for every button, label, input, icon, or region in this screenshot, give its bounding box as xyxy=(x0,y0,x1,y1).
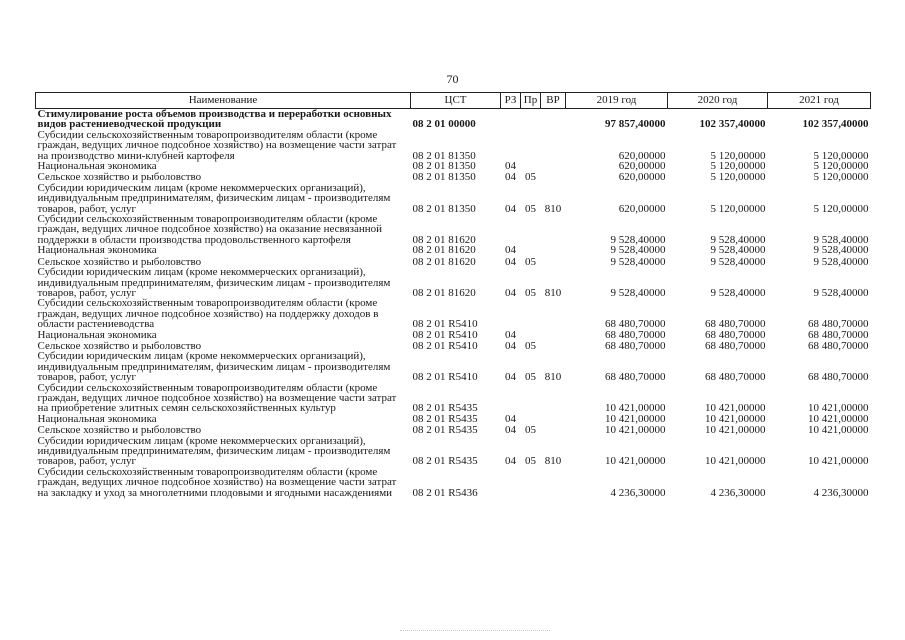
cell-pr: 05 xyxy=(525,339,536,352)
cell-2021: 68 480,70000 xyxy=(808,371,869,384)
cell-2021: 9 528,40000 xyxy=(813,255,869,268)
cell-2019: 10 421,00000 xyxy=(605,424,666,437)
cell-vr xyxy=(541,424,566,435)
cell-rz: 04 xyxy=(505,455,516,468)
cell-2020: 68 480,70000 xyxy=(705,371,766,384)
cell-2021: 68 480,70000 xyxy=(808,328,869,341)
cell-2019: 10 421,00000 xyxy=(605,455,666,468)
cell-vr xyxy=(541,330,566,340)
cell-cst: 08 2 01 81620 xyxy=(412,233,476,246)
cell-cst: 08 2 01 R5435 xyxy=(412,455,478,468)
table-row xyxy=(36,424,871,435)
cell-2019: 10 421,00000 xyxy=(605,402,666,415)
cell-pr: 05 xyxy=(525,171,536,184)
cell-2020: 68 480,70000 xyxy=(705,339,766,352)
cell-pr xyxy=(521,467,541,498)
header-2021: 2021 год xyxy=(768,93,871,109)
cell-vr: 810 xyxy=(544,286,562,299)
cell-cst: 08 2 01 R5435 xyxy=(412,424,478,437)
scan-noise xyxy=(400,630,550,633)
cell-name: Сельское хозяйство и рыболовство xyxy=(37,171,202,184)
cell-2019: 9 528,40000 xyxy=(610,244,666,257)
cell-2021: 10 421,00000 xyxy=(808,402,869,415)
cell-cst: 08 2 01 81620 xyxy=(412,244,476,257)
table-row xyxy=(36,109,871,130)
cell-name: Субсидии сельскохозяйственным товаропроизводителям области (кроме граждан, ведущих личное подсобное хозяйство) на возмещение части затрат на закладку и уход за многолетними плодовыми и ягодными насаждениями xyxy=(37,465,397,499)
cell-2020: 9 528,40000 xyxy=(710,233,766,246)
cell-cst: 08 2 01 00000 xyxy=(412,118,476,131)
cell-2020: 5 120,00000 xyxy=(710,149,766,162)
cell-cst: 08 2 01 81620 xyxy=(412,255,476,268)
cell-pr: 05 xyxy=(525,455,536,468)
cell-2019: 620,00000 xyxy=(618,149,666,162)
table-row xyxy=(36,414,871,424)
cell-name: Сельское хозяйство и рыболовство xyxy=(37,255,202,268)
cell-cst: 08 2 01 81350 xyxy=(412,171,476,184)
cell-rz xyxy=(501,298,521,329)
cell-2020: 10 421,00000 xyxy=(705,402,766,415)
cell-2019: 620,00000 xyxy=(618,160,666,173)
table-header-row xyxy=(36,93,871,109)
cell-2020: 68 480,70000 xyxy=(705,328,766,341)
table-row xyxy=(36,245,871,255)
cell-rz xyxy=(501,214,521,245)
table-row xyxy=(36,330,871,340)
cell-2019: 4 236,30000 xyxy=(610,486,666,499)
cell-rz xyxy=(501,467,521,498)
cell-2019: 68 480,70000 xyxy=(605,318,666,331)
cell-rz xyxy=(501,130,521,161)
cell-vr xyxy=(541,214,566,245)
budget-table xyxy=(35,92,871,498)
table-row xyxy=(36,214,871,245)
table-row xyxy=(36,436,871,467)
cell-2021: 10 421,00000 xyxy=(808,424,869,437)
header-2020: 2020 год xyxy=(668,93,768,109)
cell-vr: 810 xyxy=(544,455,562,468)
cell-vr xyxy=(541,414,566,424)
cell-2021: 5 120,00000 xyxy=(813,160,869,173)
cell-name: Сельское хозяйство и рыболовство xyxy=(37,339,202,352)
cell-rz xyxy=(501,109,521,130)
cell-2021: 10 421,00000 xyxy=(808,412,869,425)
header-pr: Пр xyxy=(521,93,541,109)
cell-2019: 9 528,40000 xyxy=(610,286,666,299)
cell-2021: 68 480,70000 xyxy=(808,318,869,331)
cell-name: Субсидии сельскохозяйственным товаропроизводителям области (кроме граждан, ведущих личное подсобное хозяйство) на возмещение части затрат на производство мини-клубней картофеля xyxy=(37,128,397,162)
cell-cst: 08 2 01 81620 xyxy=(412,286,476,299)
cell-name: Субсидии сельскохозяйственным товаропроизводителям области (кроме граждан, ведущих личное подсобное хозяйство) на возмещение части затрат на приобретение элитных семян сельскохозяйственных культур xyxy=(37,381,397,415)
cell-name: Национальная экономика xyxy=(37,160,157,173)
cell-name: Национальная экономика xyxy=(37,244,157,257)
cell-vr xyxy=(541,161,566,171)
cell-cst: 08 2 01 81350 xyxy=(412,202,476,215)
cell-cst: 08 2 01 R5436 xyxy=(412,486,478,499)
cell-2020: 5 120,00000 xyxy=(710,202,766,215)
cell-rz: 04 xyxy=(505,328,516,341)
cell-pr: 05 xyxy=(525,255,536,268)
cell-cst: 08 2 01 R5435 xyxy=(412,412,478,425)
cell-2021: 9 528,40000 xyxy=(813,244,869,257)
cell-vr xyxy=(541,383,566,414)
header-cst: ЦСТ xyxy=(411,93,501,109)
cell-2021: 5 120,00000 xyxy=(813,149,869,162)
cell-vr xyxy=(541,130,566,161)
cell-rz xyxy=(501,383,521,414)
cell-rz: 04 xyxy=(505,371,516,384)
cell-2019: 68 480,70000 xyxy=(605,371,666,384)
cell-vr xyxy=(541,171,566,182)
cell-cst: 08 2 01 R5410 xyxy=(412,339,478,352)
cell-name: Субсидии юридическим лицам (кроме некоммерческих организаций), индивидуальным предпринимателям, физическим лицам - производителям товаров, работ, услуг xyxy=(37,350,391,384)
cell-rz: 04 xyxy=(505,160,516,173)
header-vr: ВР xyxy=(541,93,566,109)
cell-cst: 08 2 01 R5410 xyxy=(412,371,478,384)
cell-vr xyxy=(541,467,566,498)
cell-name: Субсидии юридическим лицам (кроме некоммерческих организаций), индивидуальным предпринимателям, физическим лицам - производителям товаров, работ, услуг xyxy=(37,434,391,468)
cell-2020: 4 236,30000 xyxy=(710,486,766,499)
cell-vr xyxy=(541,109,566,130)
header-name: Наименование xyxy=(36,93,411,109)
table-row xyxy=(36,351,871,382)
table-row xyxy=(36,467,871,498)
cell-2019: 68 480,70000 xyxy=(605,328,666,341)
cell-pr: 05 xyxy=(525,424,536,437)
cell-2020: 5 120,00000 xyxy=(710,171,766,184)
cell-vr xyxy=(541,298,566,329)
cell-cst: 08 2 01 81350 xyxy=(412,160,476,173)
cell-2020: 68 480,70000 xyxy=(705,318,766,331)
cell-2021: 5 120,00000 xyxy=(813,171,869,184)
header-rz: РЗ xyxy=(501,93,521,109)
cell-pr xyxy=(521,214,541,245)
cell-cst: 08 2 01 R5410 xyxy=(412,328,478,341)
cell-2019: 620,00000 xyxy=(618,202,666,215)
cell-name: Субсидии юридическим лицам (кроме некоммерческих организаций), индивидуальным предпринимателям, физическим лицам - производителям товаров, работ, услуг xyxy=(37,266,391,299)
cell-2019: 10 421,00000 xyxy=(605,412,666,425)
cell-rz: 04 xyxy=(505,412,516,425)
cell-2019: 68 480,70000 xyxy=(605,339,666,352)
cell-pr: 05 xyxy=(525,286,536,299)
cell-vr xyxy=(541,340,566,351)
page-number: 70 xyxy=(446,72,459,86)
table-row xyxy=(36,161,871,171)
cell-rz: 04 xyxy=(505,286,516,299)
cell-name: Национальная экономика xyxy=(37,412,157,425)
cell-name: Субсидии юридическим лицам (кроме некоммерческих организаций), индивидуальным предпринимателям, физическим лицам - производителям товаров, работ, услуг xyxy=(37,181,391,215)
cell-pr xyxy=(521,161,541,171)
cell-pr: 05 xyxy=(525,202,536,215)
cell-rz: 04 xyxy=(505,339,516,352)
table-row xyxy=(36,298,871,329)
cell-pr xyxy=(521,130,541,161)
cell-pr xyxy=(521,414,541,424)
cell-vr: 810 xyxy=(544,371,562,384)
cell-2019: 9 528,40000 xyxy=(610,255,666,268)
cell-2019: 9 528,40000 xyxy=(610,233,666,246)
cell-2019: 620,00000 xyxy=(618,171,666,184)
cell-vr xyxy=(541,245,566,255)
cell-rz: 04 xyxy=(505,424,516,437)
table-row xyxy=(36,130,871,161)
cell-2021: 68 480,70000 xyxy=(808,339,869,352)
cell-name: Субсидии сельскохозяйственным товаропроизводителям области (кроме граждан, ведущих личное подсобное хозяйство) на оказание несвязанной поддержки в области производства продовольственного картофеля xyxy=(37,213,383,246)
cell-2020: 10 421,00000 xyxy=(705,424,766,437)
cell-name: Субсидии сельскохозяйственным товаропроизводителям области (кроме граждан, ведущих личное подсобное хозяйство) на поддержку доходов в области растениеводства xyxy=(37,297,379,331)
cell-rz: 04 xyxy=(505,202,516,215)
cell-2020: 9 528,40000 xyxy=(710,255,766,268)
cell-name: Национальная экономика xyxy=(37,328,157,341)
cell-2020: 10 421,00000 xyxy=(705,412,766,425)
cell-pr xyxy=(521,298,541,329)
cell-pr: 05 xyxy=(525,371,536,384)
cell-name: Сельское хозяйство и рыболовство xyxy=(37,424,202,437)
cell-2021: 102 357,40000 xyxy=(802,118,869,131)
cell-2021: 5 120,00000 xyxy=(813,202,869,215)
cell-2020: 5 120,00000 xyxy=(710,160,766,173)
cell-2019: 97 857,40000 xyxy=(605,118,666,131)
table-body xyxy=(36,109,871,499)
cell-2021: 10 421,00000 xyxy=(808,455,869,468)
cell-pr xyxy=(521,330,541,340)
cell-vr: 810 xyxy=(544,202,562,215)
cell-cst: 08 2 01 R5410 xyxy=(412,318,478,331)
cell-rz: 04 xyxy=(505,171,516,184)
cell-name: Стимулирование роста объемов производства и переработки основных видов растениеводческой продукции xyxy=(37,108,392,131)
table-row xyxy=(36,183,871,214)
cell-vr xyxy=(541,256,566,267)
cell-2020: 10 421,00000 xyxy=(705,455,766,468)
cell-2020: 9 528,40000 xyxy=(710,286,766,299)
cell-cst: 08 2 01 81350 xyxy=(412,149,476,162)
cell-rz: 04 xyxy=(505,255,516,268)
cell-2021: 9 528,40000 xyxy=(813,233,869,246)
table-row xyxy=(36,267,871,298)
cell-pr xyxy=(521,245,541,255)
cell-2021: 9 528,40000 xyxy=(813,286,869,299)
header-2019: 2019 год xyxy=(566,93,668,109)
cell-pr xyxy=(521,383,541,414)
cell-rz: 04 xyxy=(505,244,516,257)
table-row xyxy=(36,383,871,414)
cell-2020: 9 528,40000 xyxy=(710,244,766,257)
cell-pr xyxy=(521,109,541,130)
cell-cst: 08 2 01 R5435 xyxy=(412,402,478,415)
cell-2021: 4 236,30000 xyxy=(813,486,869,499)
cell-2020: 102 357,40000 xyxy=(699,118,766,131)
